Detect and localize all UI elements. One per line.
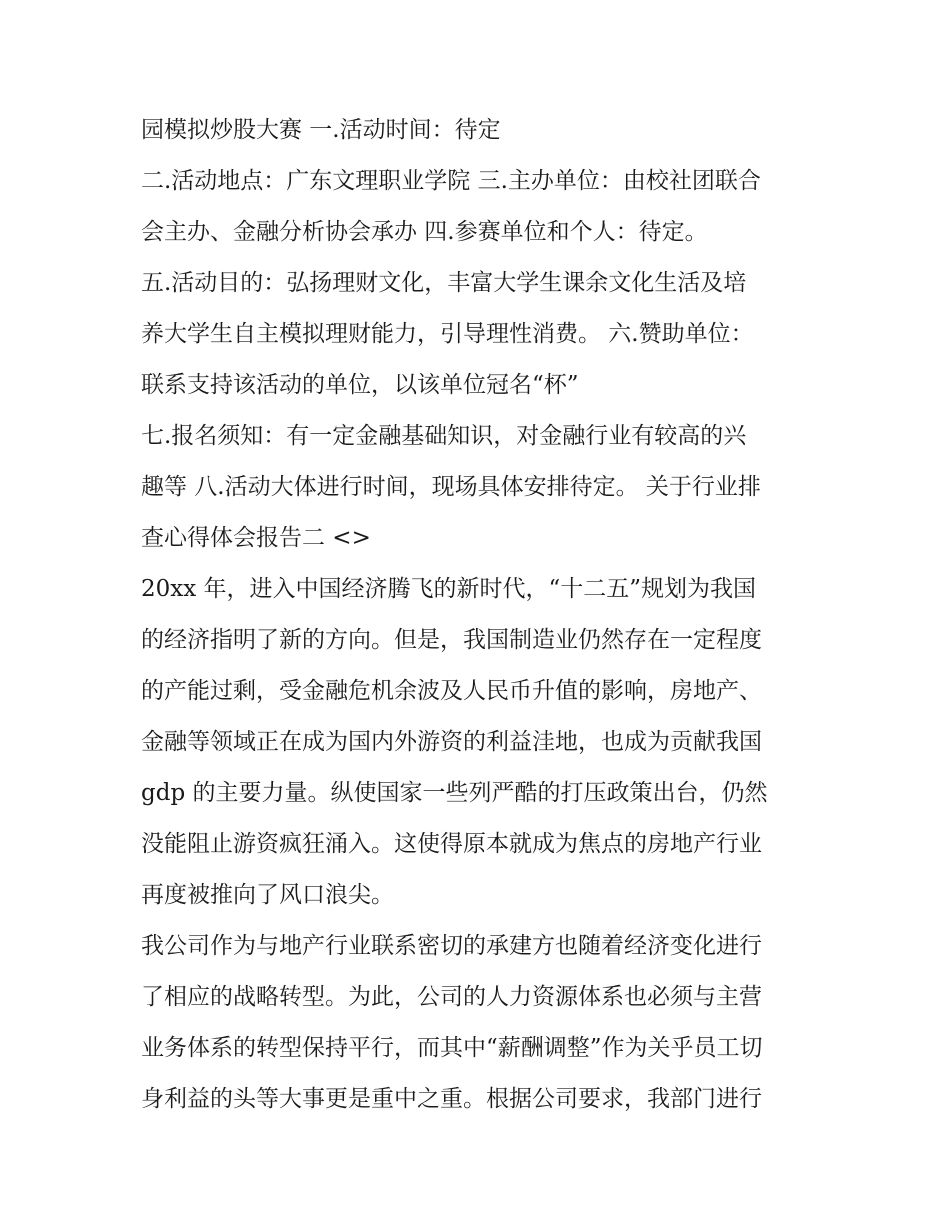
text-line: 园模拟炒股大赛 一.活动时间：待定 <box>141 117 501 143</box>
text-line: 五.活动目的：弘扬理财文化，丰富大学生课余文化生活及培 <box>141 270 747 296</box>
text-line: 查心得体会报告二 <> <box>141 525 371 551</box>
body-text <box>141 108 821 1128</box>
text-line: 的产能过剩，受金融危机余波及人民币升值的影响，房地产、 <box>141 678 762 704</box>
text-line: 身利益的头等大事更是重中之重。根据公司要求，我部门进行 <box>141 1086 762 1112</box>
text-line: 了相应的战略转型。为此，公司的人力资源体系也必须与主营 <box>141 984 762 1010</box>
text-line: 再度被推向了风口浪尖。 <box>141 882 394 908</box>
text-line: 业务体系的转型保持平行，而其中“薪酬调整”作为关乎员工切 <box>141 1035 763 1061</box>
text-line: 联系支持该活动的单位，以该单位冠名“杯” <box>141 372 579 398</box>
text-line: 会主办、金融分析协会承办 四.参赛单位和个人：待定。 <box>141 219 708 245</box>
text-line: 金融等领域正在成为国内外游资的利益洼地，也成为贡献我国 <box>141 729 762 755</box>
text-line: gdp 的主要力量。纵使国家一些列严酷的打压政策出台，仍然 <box>141 780 768 806</box>
text-line: 养大学生自主模拟理财能力，引导理性消费。 六.赞助单位： <box>141 321 754 347</box>
text-line: 我公司作为与地产行业联系密切的承建方也随着经济变化进行 <box>141 933 762 959</box>
text-line: 二.活动地点：广东文理职业学院 三.主办单位：由校社团联合 <box>141 168 761 194</box>
text-line: 的经济指明了新的方向。但是，我国制造业仍然存在一定程度 <box>141 627 762 653</box>
text-line: 没能阻止游资疯狂涌入。这使得原本就成为焦点的房地产行业 <box>141 831 762 857</box>
text-line: 七.报名须知：有一定金融基础知识，对金融行业有较高的兴 <box>141 423 747 449</box>
text-line: 20xx 年，进入中国经济腾飞的新时代，“十二五”规划为我国 <box>141 576 757 602</box>
text-line: 趣等 八.活动大体进行时间，现场具体安排待定。 关于行业排 <box>141 474 761 500</box>
